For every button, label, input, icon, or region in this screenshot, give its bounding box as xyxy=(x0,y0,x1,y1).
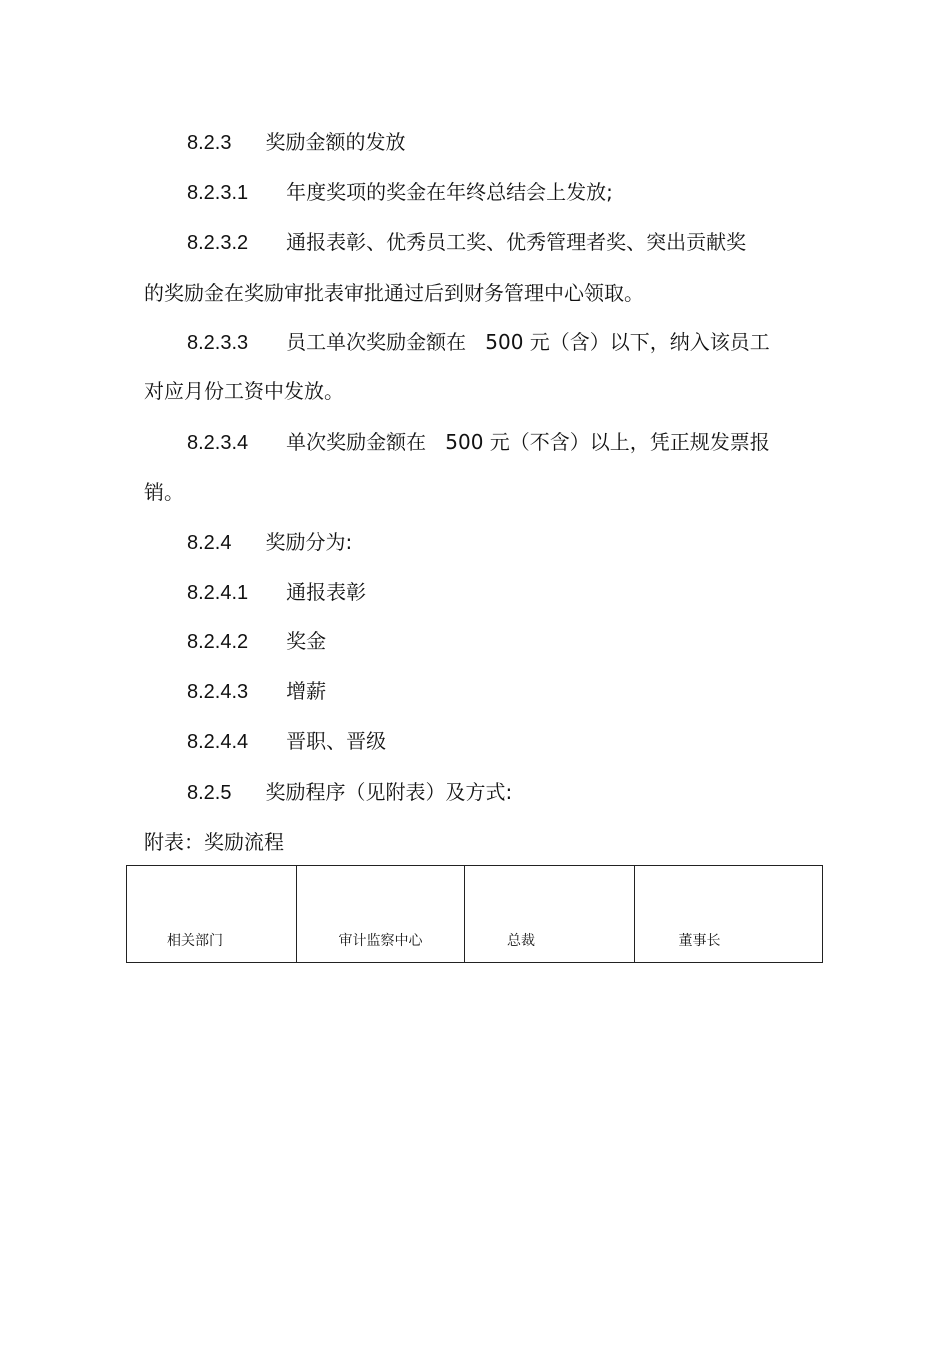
section-8-2-3-2-continuation: 的奖励金在奖励审批表审批通过后到财务管理中心领取。 xyxy=(144,281,644,305)
flow-column-chairman xyxy=(635,866,822,962)
section-text: 奖励分为: xyxy=(265,530,353,554)
section-text: 通报表彰 xyxy=(286,580,367,604)
section-8-2-4 xyxy=(187,529,352,556)
section-number: 8.2.4.4 xyxy=(187,731,249,753)
section-8-2-3-4-continuation: 销。 xyxy=(144,480,184,504)
section-8-2-5 xyxy=(187,779,512,806)
section-number: 8.2.4.1 xyxy=(187,582,249,604)
section-8-2-3-3-continuation: 对应月份工资中发放。 xyxy=(144,379,344,403)
section-number: 8.2.4.2 xyxy=(187,631,249,653)
section-text: 晋职、晋级 xyxy=(286,729,387,753)
section-8-2-4-2 xyxy=(187,628,326,655)
appendix-title: 附表：奖励流程 xyxy=(144,830,284,854)
section-8-2-3-3 xyxy=(187,329,770,356)
section-8-2-4-1 xyxy=(187,579,366,606)
section-text: 奖金 xyxy=(286,629,327,653)
section-8-2-3-1 xyxy=(187,179,613,206)
section-number: 8.2.3.3 xyxy=(187,332,249,354)
section-8-2-3-2 xyxy=(187,229,746,256)
section-text: 增薪 xyxy=(286,679,327,703)
section-number: 8.2.3 xyxy=(187,132,232,154)
section-number: 8.2.3.2 xyxy=(187,232,249,254)
section-number: 8.2.4 xyxy=(187,532,232,554)
section-number: 8.2.3.1 xyxy=(187,182,249,204)
section-8-2-4-3 xyxy=(187,678,326,705)
section-8-2-4-4 xyxy=(187,728,386,755)
section-8-2-3 xyxy=(187,129,405,156)
section-text: 奖励程序（见附表）及方式: xyxy=(265,780,513,804)
flow-column-related-department xyxy=(127,866,297,962)
flow-column-president xyxy=(465,866,635,962)
flow-column-header: 总裁 xyxy=(507,933,536,949)
section-number: 8.2.5 xyxy=(187,782,232,804)
flow-column-header: 审计监察中心 xyxy=(338,933,423,949)
flow-column-audit-center xyxy=(297,866,466,962)
section-text: 年度奖项的奖金在年终总结会上发放; xyxy=(286,180,613,204)
flow-column-header: 相关部门 xyxy=(167,933,223,949)
section-8-2-3-4 xyxy=(187,429,770,456)
flow-column-header: 董事长 xyxy=(678,933,721,949)
section-number: 8.2.3.4 xyxy=(187,432,249,454)
section-text: 通报表彰、优秀员工奖、优秀管理者奖、突出贡献奖 xyxy=(286,230,747,254)
section-number: 8.2.4.3 xyxy=(187,681,249,703)
reward-flow-table xyxy=(126,865,823,963)
section-text: 奖励金额的发放 xyxy=(265,130,406,154)
section-text: 单次奖励金额在 500 元（不含）以上，凭正规发票报 xyxy=(286,430,770,454)
section-text: 员工单次奖励金额在 500 元（含）以下，纳入该员工 xyxy=(286,330,770,354)
